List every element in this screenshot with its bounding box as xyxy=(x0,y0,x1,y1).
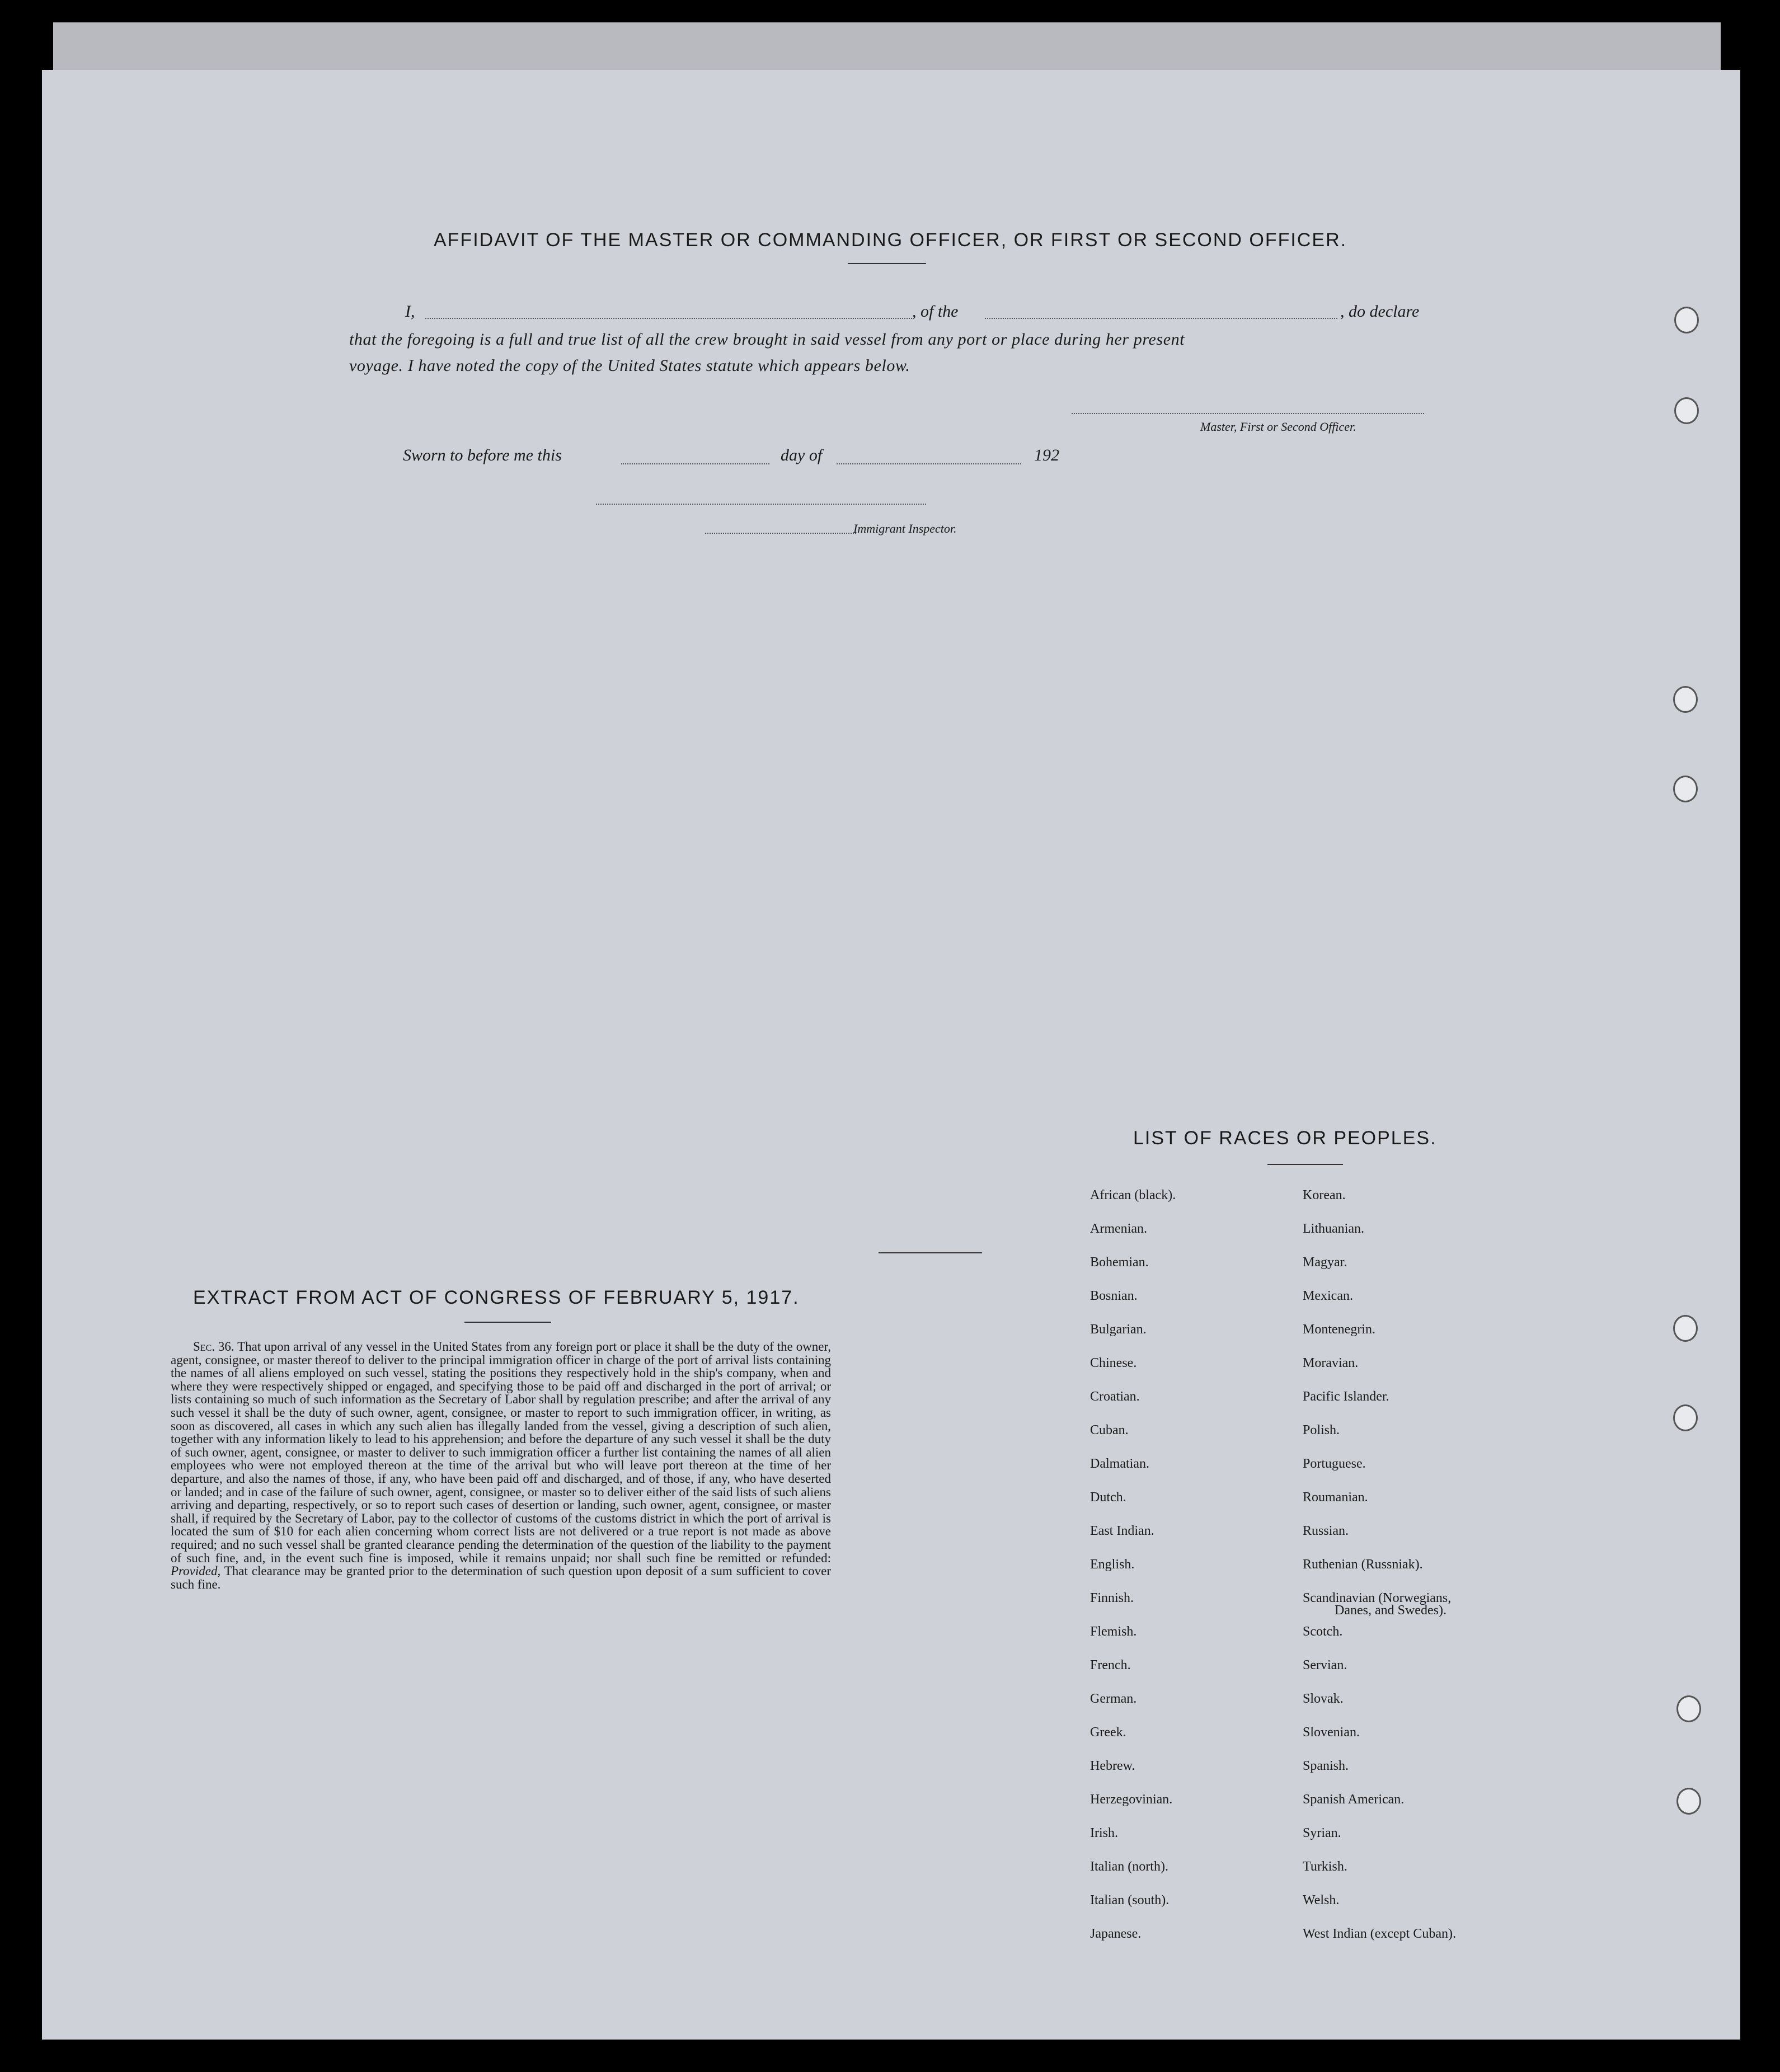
extract-heading-rule xyxy=(464,1322,551,1323)
race-item: Finnish. xyxy=(1090,1591,1134,1605)
extract-body-text-1: That upon arrival of any vessel in the United States from any foreign port or place it shall be the duty of the owner, agent, consignee, or master thereof to deliver to the principal immigration officer in charge of the port of arrival lists containing the names of all aliens employed on such vessel, stating the positions they respectively hold in the ship's company, when and where they were respectively shipped or engaged, and specifying those to be paid off and discharged in the port of arrival; or lists containing so much of such information as the Secretary of Labor shall by regulation prescribe; and after the arrival of any such vessel it shall be the duty of such owner, agent, consignee, or master to report to such immigration officer, in writing, as soon as discovered, all cases in which any such alien has illegally landed from the vessel, giving a description of such alien, together with any information likely to lead to his apprehension; and before the departure of any such vessel it shall be the duty of such owner, agent, consignee, or master to deliver to such immigration officer a further list containing the names of all alien employees who were not employed thereon at the time of the arrival but who will leave port thereon at the time of her departure, and also the names of those, if any, who have been paid off and discharged, and of those, if any, who have deserted or landed; and in case of the failure of such owner, agent, consignee, or master so to deliver either of the said lists of such aliens arriving and departing, respectively, or so to report such cases of desertion or landing, such owner, agent, consignee, or master shall, if required by the Secretary of Labor, pay to the collector of customs of the customs district in which the port of arrival is located the sum of $10 for each alien concerning whom correct lists are not delivered or a true report is not made as above required; and no such vessel shall be granted clearance pending the determination of the question of the liability to the payment of such fine, and, in the event such fine is imposed, while it remains unpaid; nor shall such fine be remitted or refunded: xyxy=(171,1340,831,1565)
race-item: Syrian. xyxy=(1303,1826,1341,1840)
race-item: Montenegrin. xyxy=(1303,1322,1375,1337)
race-item: Hebrew. xyxy=(1090,1759,1135,1773)
race-item: Roumanian. xyxy=(1303,1490,1368,1505)
extract-section-label: Sec. 36. xyxy=(193,1340,234,1354)
race-item: Scotch. xyxy=(1303,1624,1343,1639)
race-item: French. xyxy=(1090,1658,1131,1672)
race-item: Italian (north). xyxy=(1090,1859,1168,1874)
race-item: Japanese. xyxy=(1090,1927,1142,1941)
race-item: Polish. xyxy=(1303,1423,1340,1437)
extract-body-text-2: That clearance may be granted prior to the determination of such question upon deposit of a sum sufficient to cover such fine. xyxy=(171,1564,832,1591)
race-item: Servian. xyxy=(1303,1658,1347,1672)
punch-hole xyxy=(1673,1404,1698,1431)
race-item: Slovenian. xyxy=(1303,1725,1360,1740)
race-item: Dutch. xyxy=(1090,1490,1126,1505)
section-divider-rule xyxy=(879,1252,982,1253)
affidavit-statement-line1: that the foregoing is a full and true list of all the crew brought in said vessel from any port or place during her present xyxy=(349,330,1185,349)
race-item: Spanish American. xyxy=(1303,1792,1405,1807)
race-item: Moravian. xyxy=(1303,1356,1359,1370)
race-item: Dalmatian. xyxy=(1090,1456,1149,1471)
race-item: Lithuanian. xyxy=(1303,1221,1364,1236)
race-item: English. xyxy=(1090,1557,1135,1572)
race-item: Croatian. xyxy=(1090,1389,1140,1404)
inspector-signature-field[interactable] xyxy=(596,504,926,505)
race-item: Korean. xyxy=(1303,1188,1346,1202)
race-item: Ruthenian (Russniak). xyxy=(1303,1557,1423,1572)
race-item: Magyar. xyxy=(1303,1255,1347,1270)
extract-body xyxy=(171,1340,831,1591)
officer-signature-field[interactable] xyxy=(1072,413,1424,414)
affidavit-of-the-label: , of the xyxy=(912,302,959,321)
race-item: Chinese. xyxy=(1090,1356,1137,1370)
affidavit-heading: AFFIDAVIT OF THE MASTER OR COMMANDING OFFICER, OR FIRST OR SECOND OFFICER. xyxy=(434,229,1347,251)
punch-hole xyxy=(1673,1315,1698,1342)
race-item: Russian. xyxy=(1303,1524,1349,1538)
affidavit-i-label: I, xyxy=(405,302,415,321)
race-item: German. xyxy=(1090,1692,1137,1706)
race-item: Spanish. xyxy=(1303,1759,1349,1773)
sworn-label: Sworn to before me this xyxy=(403,446,562,464)
race-item: Scandinavian (Norwegians, xyxy=(1303,1591,1452,1605)
race-item: West Indian (except Cuban). xyxy=(1303,1927,1456,1941)
race-item: Portuguese. xyxy=(1303,1456,1366,1471)
day-of-label: day of xyxy=(781,446,823,464)
vessel-name-field[interactable] xyxy=(985,318,1337,319)
race-item: Slovak. xyxy=(1303,1692,1344,1706)
signature-caption: Master, First or Second Officer. xyxy=(1200,420,1356,434)
race-item: Bosnian. xyxy=(1090,1289,1138,1303)
sworn-month-field[interactable] xyxy=(837,463,1021,464)
year-label: 192 xyxy=(1034,446,1059,464)
extract-provided-label: Provided, xyxy=(171,1564,221,1578)
race-item: Irish. xyxy=(1090,1826,1118,1840)
punch-hole xyxy=(1674,397,1699,424)
affidavit-statement-line2: voyage. I have noted the copy of the United States statute which appears below. xyxy=(349,356,910,375)
punch-hole xyxy=(1676,1788,1701,1815)
officer-name-field[interactable] xyxy=(425,318,912,319)
punch-hole xyxy=(1673,776,1698,802)
race-item: Greek. xyxy=(1090,1725,1126,1740)
affidavit-heading-rule xyxy=(848,263,926,264)
inspector-caption: Immigrant Inspector. xyxy=(853,521,957,535)
race-item: African (black). xyxy=(1090,1188,1176,1202)
race-item: Italian (south). xyxy=(1090,1893,1170,1907)
race-item: Mexican. xyxy=(1303,1289,1353,1303)
inspector-name-field[interactable] xyxy=(705,533,856,534)
race-item: Welsh. xyxy=(1303,1893,1340,1907)
races-heading: LIST OF RACES OR PEOPLES. xyxy=(1133,1127,1437,1149)
race-item: Herzegovinian. xyxy=(1090,1792,1173,1807)
race-item: Flemish. xyxy=(1090,1624,1137,1639)
extract-heading: EXTRACT FROM ACT OF CONGRESS OF FEBRUARY 5, 1917. xyxy=(193,1287,800,1308)
race-item: Bulgarian. xyxy=(1090,1322,1147,1337)
sworn-day-field[interactable] xyxy=(621,463,769,464)
race-item: Cuban. xyxy=(1090,1423,1129,1437)
punch-hole xyxy=(1673,686,1698,713)
race-item: Armenian. xyxy=(1090,1221,1147,1236)
race-item: Turkish. xyxy=(1303,1859,1347,1874)
race-item: East Indian. xyxy=(1090,1524,1154,1538)
punch-hole xyxy=(1674,307,1699,333)
race-item: Bohemian. xyxy=(1090,1255,1149,1270)
races-heading-rule xyxy=(1267,1164,1343,1165)
race-scandinavian-continuation: Danes, and Swedes). xyxy=(1335,1603,1446,1618)
race-item: Pacific Islander. xyxy=(1303,1389,1389,1404)
affidavit-do-declare-label: , do declare xyxy=(1340,302,1420,321)
punch-hole xyxy=(1676,1695,1701,1722)
